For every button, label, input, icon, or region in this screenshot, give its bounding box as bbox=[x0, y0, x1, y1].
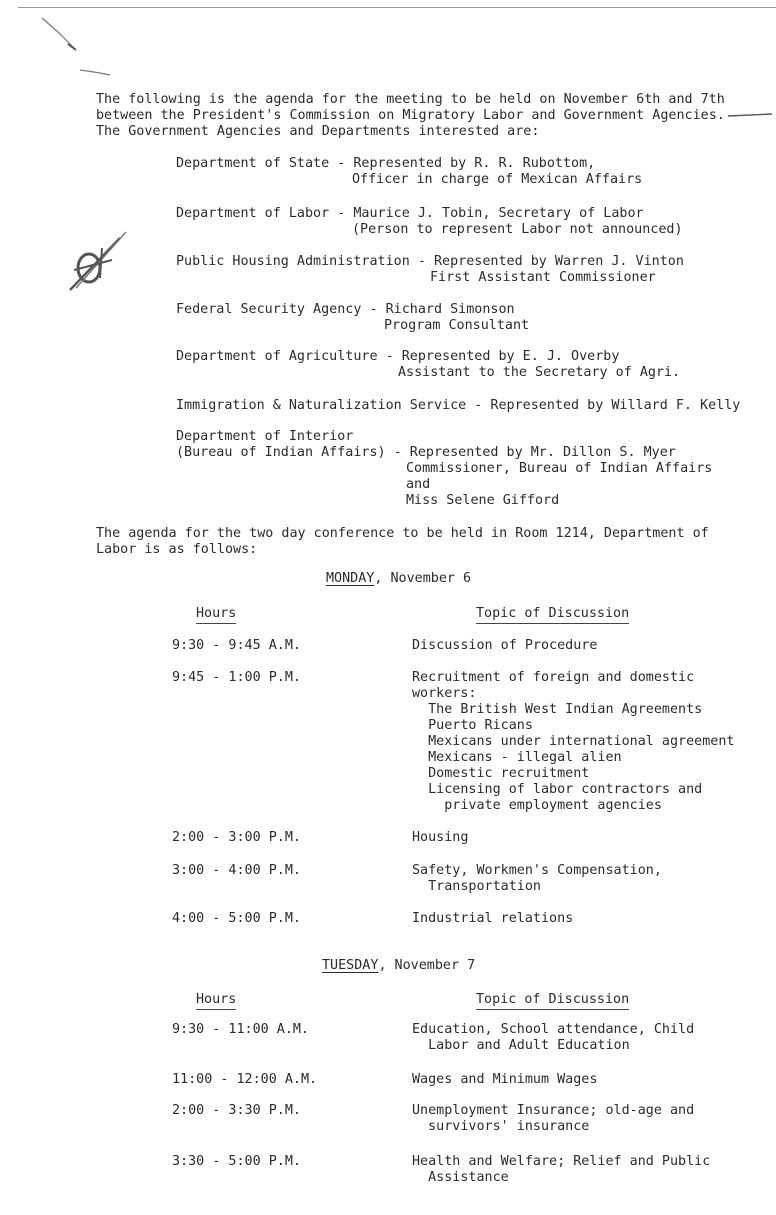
agency-entry-line: Department of State - Represented by R. R. Rubottom, bbox=[176, 156, 596, 171]
agency-entry-line: Immigration & Naturalization Service - Represented by Willard F. Kelly bbox=[176, 398, 741, 413]
schedule-row-hours: 9:45 - 1:00 P.M. bbox=[172, 670, 301, 685]
schedule-row-topic-line: Licensing of labor contractors and bbox=[412, 782, 703, 797]
agency-entry-line: (Bureau of Indian Affairs) - Represented by Mr. Dillon S. Myer bbox=[176, 445, 676, 460]
schedule-row-topic-line: Industrial relations bbox=[412, 911, 574, 926]
agency-entry-line: Miss Selene Gifford bbox=[406, 493, 560, 508]
pen-dash-mark-icon bbox=[78, 66, 114, 78]
hours-column-header: Hours bbox=[196, 606, 236, 624]
schedule-row-topic-line: Wages and Minimum Wages bbox=[412, 1072, 598, 1087]
agenda-intro-line: Labor is as follows: bbox=[96, 542, 258, 557]
schedule-row-topic-line: The British West Indian Agreements bbox=[412, 702, 703, 717]
day-title bbox=[326, 571, 471, 587]
agency-entry-line: (Person to represent Labor not announced) bbox=[352, 222, 683, 237]
schedule-row-hours: 4:00 - 5:00 P.M. bbox=[172, 911, 301, 926]
schedule-row-hours: 11:00 - 12:00 A.M. bbox=[172, 1072, 318, 1087]
intro-line: The following is the agenda for the meeting to be held on November 6th and 7th bbox=[96, 92, 725, 107]
top-page-rule bbox=[18, 7, 776, 8]
agency-entry-line: and bbox=[406, 477, 431, 492]
agency-entry-line: Commissioner, Bureau of Indian Affairs bbox=[406, 461, 713, 476]
intro-line: between the President's Commission on Migratory Labor and Government Agencies. bbox=[96, 108, 725, 123]
pen-stroke-mark-icon bbox=[38, 14, 82, 54]
day-title bbox=[322, 958, 475, 974]
agency-entry-line: Public Housing Administration - Represented by Warren J. Vinton bbox=[176, 254, 684, 269]
agency-entry-line: Program Consultant bbox=[384, 318, 530, 333]
schedule-row-hours: 2:00 - 3:30 P.M. bbox=[172, 1103, 301, 1118]
schedule-row-topic-line: Mexicans under international agreement bbox=[412, 734, 735, 749]
day-title-date: , November 7 bbox=[378, 958, 476, 973]
schedule-row-topic-line: Mexicans - illegal alien bbox=[412, 750, 622, 765]
schedule-row-topic-line: Labor and Adult Education bbox=[412, 1038, 630, 1053]
schedule-row-topic-line: Discussion of Procedure bbox=[412, 638, 598, 653]
schedule-row-topic-line: Unemployment Insurance; old-age and bbox=[412, 1103, 695, 1118]
intro-line: The Government Agencies and Departments interested are: bbox=[96, 124, 540, 139]
day-title-date: , November 6 bbox=[374, 571, 472, 586]
schedule-row-topic-line: Housing bbox=[412, 830, 469, 845]
agency-entry-line: Federal Security Agency - Richard Simonson bbox=[176, 302, 515, 317]
agency-entry-line: Department of Agriculture - Represented by E. J. Overby bbox=[176, 349, 620, 364]
schedule-row-topic-line: workers: bbox=[412, 686, 477, 701]
schedule-row-hours: 9:30 - 9:45 A.M. bbox=[172, 638, 301, 653]
day-title-weekday: TUESDAY bbox=[322, 958, 379, 973]
schedule-row-topic-line: Assistance bbox=[412, 1170, 509, 1185]
schedule-row-topic-line: Education, School attendance, Child bbox=[412, 1022, 695, 1037]
handwritten-initials-mark-icon bbox=[62, 228, 132, 298]
agenda-intro-line: The agenda for the two day conference to be held in Room 1214, Department of bbox=[96, 526, 709, 541]
schedule-row-topic-line: Domestic recruitment bbox=[412, 766, 590, 781]
hours-column-header: Hours bbox=[196, 992, 236, 1010]
schedule-row-topic-line: Puerto Ricans bbox=[412, 718, 533, 733]
schedule-row-hours: 2:00 - 3:00 P.M. bbox=[172, 830, 301, 845]
schedule-row-hours: 3:00 - 4:00 P.M. bbox=[172, 863, 301, 878]
schedule-row-topic-line: Transportation bbox=[412, 879, 541, 894]
schedule-row-topic-line: Health and Welfare; Relief and Public bbox=[412, 1154, 711, 1169]
agency-entry-line: Department of Labor - Maurice J. Tobin, Secretary of Labor bbox=[176, 206, 644, 221]
topic-column-header: Topic of Discussion bbox=[476, 992, 629, 1010]
schedule-row-topic-line: Recruitment of foreign and domestic bbox=[412, 670, 695, 685]
schedule-row-hours: 9:30 - 11:00 A.M. bbox=[172, 1022, 310, 1037]
agency-entry-line: Department of Interior bbox=[176, 429, 354, 444]
agency-entry-line: Officer in charge of Mexican Affairs bbox=[352, 172, 643, 187]
agency-entry-line: Assistant to the Secretary of Agri. bbox=[398, 365, 681, 380]
schedule-row-topic-line: private employment agencies bbox=[412, 798, 662, 813]
topic-column-header: Topic of Discussion bbox=[476, 606, 629, 624]
pen-underline-mark-icon bbox=[726, 112, 774, 120]
agency-entry-line: First Assistant Commissioner bbox=[430, 270, 656, 285]
schedule-row-topic-line: Safety, Workmen's Compensation, bbox=[412, 863, 662, 878]
schedule-row-topic-line: survivors' insurance bbox=[412, 1119, 590, 1134]
schedule-row-hours: 3:30 - 5:00 P.M. bbox=[172, 1154, 301, 1169]
day-title-weekday: MONDAY bbox=[326, 571, 375, 586]
